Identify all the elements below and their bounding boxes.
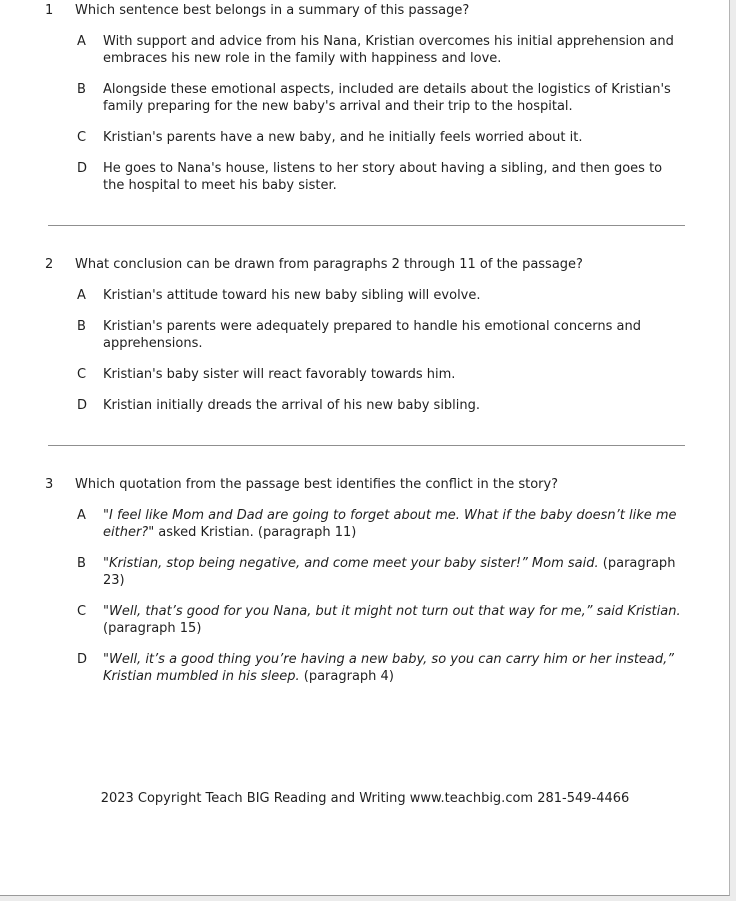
question-text: Which sentence best belongs in a summary of this passage? [75, 3, 470, 18]
question-3 [45, 476, 729, 685]
quotation-text: "I feel like Mom and Dad are going to forget about me. What if the baby doesn’t like me either?" [103, 508, 677, 540]
option-letter: D [77, 398, 88, 413]
option-letter: C [77, 130, 87, 145]
question-2-stem [45, 256, 729, 273]
question-2-option-c [77, 366, 729, 383]
option-letter: B [77, 556, 86, 571]
option-text: Alongside these emotional aspects, included are details about the logistics of Kristian's family preparing for the new baby's arrival and their trip to the hospital. [103, 82, 671, 114]
question-2-option-d [77, 397, 729, 414]
question-1-option-c [77, 129, 729, 146]
option-letter: D [77, 652, 88, 667]
question-3-option-d [77, 651, 729, 685]
section-divider [48, 445, 685, 446]
question-text: Which quotation from the passage best identifies the conflict in the story? [75, 477, 559, 492]
option-letter: B [77, 319, 86, 334]
question-3-option-b [77, 555, 729, 589]
question-text: What conclusion can be drawn from paragraphs 2 through 11 of the passage? [75, 257, 583, 272]
question-number: 3 [45, 477, 54, 492]
option-letter: A [77, 288, 86, 303]
section-divider [48, 225, 685, 226]
quotation-text: "Well, that’s good for you Nana, but it might not turn out that way for me,” said Kristian. [103, 604, 681, 619]
option-text: Kristian's attitude toward his new baby sibling will evolve. [103, 288, 481, 303]
option-text: Kristian's baby sister will react favorably towards him. [103, 367, 456, 382]
option-text [103, 507, 685, 541]
option-text [103, 603, 685, 637]
question-1-stem [45, 2, 729, 19]
option-text: He goes to Nana's house, listens to her story about having a sibling, and then goes to the hospital to meet his baby sister. [103, 161, 663, 193]
option-letter: D [77, 161, 88, 176]
question-number: 2 [45, 257, 54, 272]
option-text: With support and advice from his Nana, Kristian overcomes his initial apprehension and embraces his new role in the family with happiness and love. [103, 34, 674, 66]
option-letter: A [77, 34, 86, 49]
option-letter: C [77, 367, 87, 382]
question-1-option-a [77, 33, 729, 67]
question-1-option-b [77, 81, 729, 115]
question-3-option-c [77, 603, 729, 637]
option-text: Kristian's parents have a new baby, and he initially feels worried about it. [103, 130, 583, 145]
copyright-footer: 2023 Copyright Teach BIG Reading and Writing www.teachbig.com 281-549-4466 [100, 791, 630, 806]
attribution-text: (paragraph 15) [103, 621, 202, 636]
quotation-text: "Well, it’s a good thing you’re having a new baby, so you can carry him or her instead,” Kristian mumbled in his sleep. [103, 652, 675, 684]
attribution-text: (paragraph 4) [299, 669, 394, 684]
attribution-text: asked Kristian. (paragraph 11) [154, 525, 357, 540]
option-letter: A [77, 508, 86, 523]
question-1-option-d [77, 160, 729, 194]
option-letter: C [77, 604, 87, 619]
question-3-stem [45, 476, 729, 493]
question-3-option-a [77, 507, 729, 541]
option-text: Kristian's parents were adequately prepared to handle his emotional concerns and apprehensions. [103, 319, 641, 351]
question-2-option-b [77, 318, 729, 352]
question-number: 1 [45, 3, 54, 18]
question-2 [45, 256, 729, 414]
option-text [103, 555, 685, 589]
question-1 [45, 2, 729, 194]
quotation-text: "Kristian, stop being negative, and come meet your baby sister!” Mom said. [103, 556, 599, 571]
option-letter: B [77, 82, 86, 97]
option-text [103, 651, 685, 685]
question-2-option-a [77, 287, 729, 304]
attribution-text: (paragraph 23) [103, 556, 676, 588]
option-text: Kristian initially dreads the arrival of his new baby sibling. [103, 398, 481, 413]
